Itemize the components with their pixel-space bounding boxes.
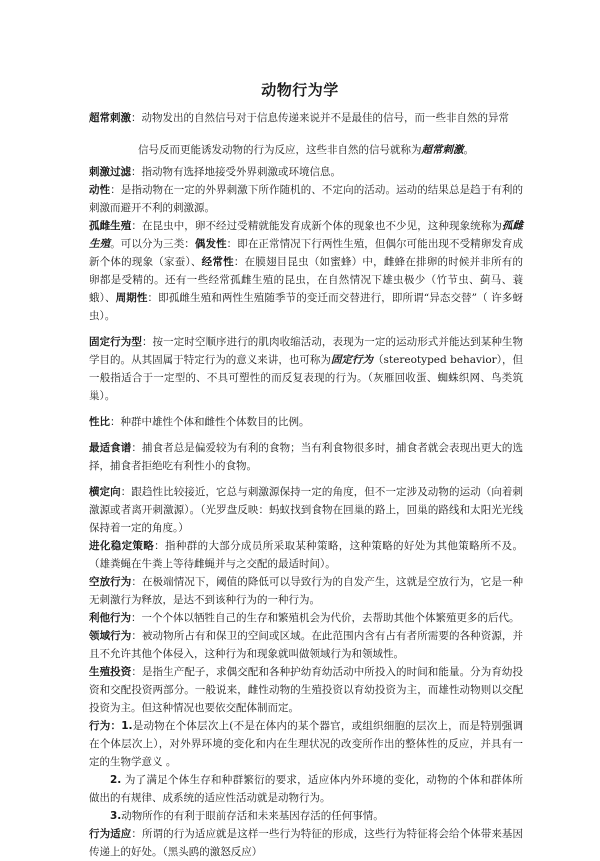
term-sex-ratio: 性比 xyxy=(89,416,110,428)
text-parthenogenesis-1: ：在昆虫中，卵不经过受精就能发育成新个体的现象也不少见，这种现象统称为 xyxy=(131,220,502,232)
text-behavior-2: 为了满足个体生存和种群繁衍的要求，适应体内外环境的变化，动物的个体和群体所做出的有规律、成系统的适应性活动就是动物行为。 xyxy=(89,774,523,804)
behavior-num-1: 1. xyxy=(121,720,133,732)
text-reproductive-investment: ：是指生产配子，求偶交配和各种护幼育幼活动中所投入的时间和能量。分为育幼投资和交配投资两部分。一般说来，雌性动物的生殖投资以育幼投资为主，而雄性动物则以交配投资为主。但这种情况也要依交配体制而定。 xyxy=(89,666,524,714)
definition-reproductive-investment xyxy=(89,663,523,717)
emph-fixed-action: 固定行为 xyxy=(330,354,374,366)
text-parthenogenesis-5: ：即孤雌生殖和两性生殖随季节的变迁而交替进行，即所谓“异态交替”（ 许多蚜虫）。 xyxy=(89,292,524,322)
super-stimulus-line2: 信号反而更能诱发动物的行为反应，这些非自然的信号就称为 xyxy=(138,144,422,156)
text-parthenogenesis-4: ：在膜翅目昆虫（如蜜蜂）中，雌蜂在排卵的时候并非所有的卵都是受精的。还有一些经常孤雌生殖的昆虫，在自然情况下雄虫极少（竹节虫、蓟马、蓑蛾）、 xyxy=(89,256,523,304)
term-parthenogenesis: 孤雌生殖 xyxy=(89,220,132,232)
definitions-body xyxy=(89,163,523,861)
emph-parthenogenesis: 孤雌生殖 xyxy=(89,220,524,250)
text-vacuum-activity: ：在极端情况下，阈值的降低可以导致行为的自发产生，这就是空放行为，它是一种无刺激行为释放，是达不到该种行为的一种行为。 xyxy=(89,576,524,606)
term-vacuum-activity: 空放行为 xyxy=(89,576,132,588)
text-kinesis: ：是指动物在一定的外界刺激下所作随机的、不定向的活动。运动的结果总是趋于有利的刺激而避开不利的刺激源。 xyxy=(89,184,524,214)
term-super-stimulus: 超常刺激 xyxy=(89,112,131,124)
text-taxis: ：跟趋性比较接近，它总与刺激源保持一定的角度，但不一定涉及动物的运动（向着刺激源或者离开刺激源）。（光罗盘反映：蚂蚁找到食物在回巢的路上，回巢的路线和太阳光光线保持着一定的角度。） xyxy=(89,486,524,534)
term-taxis: 横定向 xyxy=(89,486,121,498)
text-behavior-3: 动物所作的有利于眼前存活和未来基因存活的任何事情。 xyxy=(121,810,384,822)
definition-sex-ratio xyxy=(89,413,523,431)
term-behavior: 行为 xyxy=(89,720,111,732)
text-behavior-1: 是动物在个体层次上(不是在体内的某个器官，或组织细胞的层次上，而是特别强调在个体层次上），对外界环境的变化和内在生理状况的改变所作出的整体性的反应，并具有一定的生物学意义 。 xyxy=(89,720,524,768)
definition-taxis xyxy=(89,483,523,537)
term-occasional: 偶发性 xyxy=(194,238,227,250)
definition-super-stimulus xyxy=(89,109,523,159)
term-fixed-action: 固定行为型 xyxy=(89,336,142,348)
behavior-num-2: 2. xyxy=(110,774,122,786)
definition-parthenogenesis xyxy=(89,217,523,325)
term-optimal-foraging: 最适食谱 xyxy=(89,442,132,454)
term-stimulus-filter: 刺激过滤 xyxy=(89,166,131,178)
page-title: 动物行为学 xyxy=(261,81,339,99)
behavior-num-3: 3. xyxy=(110,810,122,822)
text-fixed-action-2: （stereotyped behavior），但一般指适合于一定型的、不具可塑性的而反复表现的行为。（灰雁回收蛋、蜘蛛织网、鸟类筑巢）。 xyxy=(89,354,523,402)
text-fixed-action-1: ：按一定时空顺序进行的肌肉收缩活动，表现为一定的运动形式并能达到某种生物学目的。从其固属于特定行为的意义来讲，也可称为 xyxy=(89,336,523,366)
term-cyclic: 周期性 xyxy=(115,292,148,304)
text-altruism: ：一个个体以牺牲自己的生存和繁殖机会为代价，去帮助其他个体繁殖更多的后代。 xyxy=(131,612,520,624)
super-stimulus-period: 。 xyxy=(463,144,474,156)
definition-behavior-2 xyxy=(89,771,523,807)
definition-adaptation xyxy=(89,825,523,861)
text-parthenogenesis-2: 。可以分为三类： xyxy=(110,238,195,250)
definition-optimal-foraging xyxy=(89,439,523,475)
definition-behavior: 行为：1.是动物在个体层次上(不是在体内的某个器官，或组织细胞的层次上，而是特别强调在个体层次上），对外界环境的变化和内在生理状况的改变所作出的整体性的反应，并具有一定的生物学意义 。 xyxy=(89,720,524,768)
definition-altruism xyxy=(89,609,523,627)
text-sex-ratio: ：种群中雄性个体和雌性个体数目的比例。 xyxy=(110,416,310,428)
text-ess: ：指种群的大部分成员所采取某种策略，这种策略的好处为其他策略所不及。（雄粪蝇在牛粪上等待雌蝇并与之交配的最适时间）。 xyxy=(89,540,524,570)
text-optimal-foraging: ：捕食者总是偏爱较为有利的食物；当有利食物很多时，捕食者就会表现出更大的选择，捕食者拒绝吃有利性小的食物。 xyxy=(89,442,524,472)
text-territory: ：被动物所占有和保卫的空间或区域。在此范围内含有占有者所需要的各种资源，并且不允许其他个体侵入，这种行为和现象就叫做领域行为和领域性。 xyxy=(89,630,524,660)
definition-stimulus-filter xyxy=(89,163,523,181)
definition-kinesis xyxy=(89,181,523,217)
definition-behavior-3 xyxy=(89,807,523,825)
text-adaptation: ：所谓的行为适应就是这样一些行为特征的形成，这些行为特征将会给个体带来基因传递上的好处。（黑头鸥的激怒反应） xyxy=(89,828,524,858)
term-reproductive-investment: 生殖投资 xyxy=(89,666,132,678)
term-ess: 进化稳定策略 xyxy=(89,540,155,552)
super-stimulus-emph: 超常刺激 xyxy=(421,144,464,156)
text-parthenogenesis-3: ：即在正常情况下行两性生殖，但偶尔可能出现不受精卵发育成新个体的现象（家蚕）、 xyxy=(89,238,524,268)
term-regular: 经常性 xyxy=(201,256,234,268)
definition-fixed-action xyxy=(89,333,523,405)
definition-vacuum-activity xyxy=(89,573,523,609)
text-stimulus-filter: ：指动物有选择地接受外界刺激或环境信息。 xyxy=(131,166,341,178)
term-territory: 领域行为 xyxy=(89,630,132,642)
term-kinesis: 动性 xyxy=(89,184,111,196)
definition-ess xyxy=(89,537,523,573)
term-adaptation: 行为适应 xyxy=(89,828,132,840)
definition-territory xyxy=(89,627,523,663)
term-altruism: 利他行为 xyxy=(89,612,131,624)
super-stimulus-line1: ：动物发出的自然信号对于信息传递来说并不是最佳的信号，而一些非自然的异常 xyxy=(131,112,509,124)
